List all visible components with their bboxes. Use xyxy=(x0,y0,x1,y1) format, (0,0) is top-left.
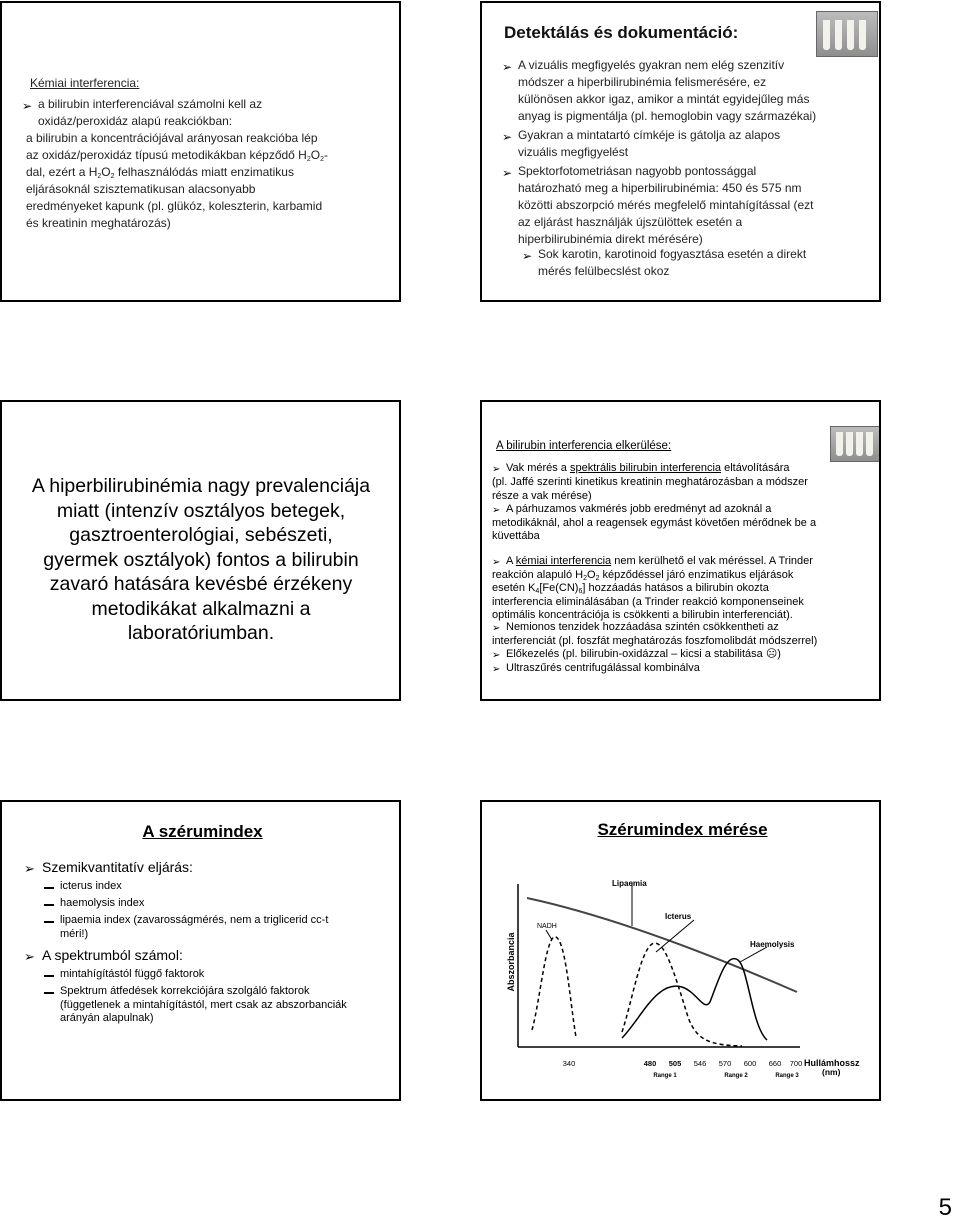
bullet-text: A párhuzamos vakmérés jobb eredményt ad azoknál a xyxy=(506,503,772,515)
bullet-text: Spektorfotometriásan nagyobb pontossággal határozható meg a hiperbilirubinémia: 450 és 575 nm közötti abszorpció mérés megfelelő mintahígítással (ezt az eljárást használják újszülöttek esetén a hiperbilirubinémia direkt mérésére) xyxy=(518,164,814,246)
arrow-bullet-icon: ➢ xyxy=(492,623,501,634)
range-label: Range 1 xyxy=(653,1073,677,1079)
dash-bullet xyxy=(44,904,54,906)
slide-title: Szérumindex mérése xyxy=(597,820,768,839)
slide-serum-index xyxy=(0,800,401,1101)
bullet-text: A vizuális megfigyelés gyakran nem elég szenzitív módszer a hiperbilirubinémia felismerésére, ez különösen akkor igaz, amikor a mintát egyidejűleg más anyag is pigmentálja (pl. hemoglobin vagy származékai) xyxy=(518,58,817,123)
dash-bullet xyxy=(44,921,54,923)
x-axis-label: Hullámhossz xyxy=(804,1058,860,1068)
text-line: az oxidáz/peroxidáz típusú metodikákban képződő $H_2O_2-$ xyxy=(26,148,328,163)
bullet-text: metodikáknál, ahol a reagensek egymást követően mérődnek be a küvettába xyxy=(492,516,817,542)
bullet-text: (pl. Jaffé szerinti kinetikus kreatinin meghatározásban a módszer része a vak mérése) xyxy=(492,476,808,502)
nadh-curve xyxy=(532,937,576,1037)
test-tubes-photo xyxy=(816,11,878,57)
bullet-text: Szemikvantitatív eljárás: xyxy=(42,859,193,875)
bullet-text: Nemionos tenzidek hozzáadása szintén csökkentheti az xyxy=(506,621,779,633)
arrow-bullet-icon: ➢ xyxy=(502,166,513,180)
arrow-bullet-icon: ➢ xyxy=(492,464,501,475)
arrow-bullet-icon: ➢ xyxy=(492,664,501,675)
arrow-bullet-icon: ➢ xyxy=(522,249,533,263)
sub-bullet-text: icterus index xyxy=(60,880,122,892)
slide-title: A szérumindex xyxy=(142,822,263,841)
icterus-curve xyxy=(622,943,742,1046)
x-tick-label: 700 xyxy=(789,1059,803,1068)
sub-bullet-text: haemolysis index xyxy=(60,897,145,909)
text-line: és kreatinin meghatározás) xyxy=(26,216,171,230)
test-tubes-photo xyxy=(830,426,881,462)
slide-title: Kémiai interferencia: xyxy=(30,76,140,90)
arrow-bullet-icon: ➢ xyxy=(492,650,501,661)
bullet-text: interferenciát (pl. foszfát meghatározás foszfomolibdát módszerrel) xyxy=(492,634,818,647)
sub-bullet-text: mintahígítástól függő faktorok xyxy=(60,968,205,980)
arrow-bullet-icon: ➢ xyxy=(22,99,33,113)
bullet-text: Vak mérés a spektrális bilirubin interferencia eltávolítására xyxy=(506,462,790,474)
range-labels xyxy=(653,1073,799,1079)
dash-bullet xyxy=(44,975,54,977)
sub-bullet-text: Spektrum átfedések korrekciójára szolgáló faktorok (függetlenek a mintahígítástól, mert csak az abszorbanciák arányán alapulnak) xyxy=(60,985,347,1024)
paragraph xyxy=(26,130,328,232)
x-tick-label: 480 xyxy=(643,1059,657,1068)
bullet-text: Sok karotin, karotinoid fogyasztása esetén a direkt mérés felülbecslést okoz xyxy=(538,247,807,278)
arrow-bullet-icon: ➢ xyxy=(492,505,501,516)
text-line: a bilirubin interferenciával számolni kell az xyxy=(38,97,263,111)
absorbance-chart xyxy=(482,802,879,1099)
y-axis-label: Abszorbancia xyxy=(506,932,516,992)
x-tick-label: 546 xyxy=(693,1059,707,1068)
bullet-text: Gyakran a mintatartó címkéje is gátolja az alapos vizuális megfigyelést xyxy=(518,128,781,159)
haemolysis-pointer xyxy=(740,947,767,962)
text-line: dal, ezért a $H_2O_2$ felhasználódás miatt enzimatikus xyxy=(26,165,294,180)
slide-avoiding-interference xyxy=(480,400,881,701)
dash-bullet xyxy=(44,992,54,994)
slide-chemical-interference xyxy=(0,1,401,302)
haemolysis-label: Haemolysis xyxy=(750,940,795,949)
x-axis-unit: (nm) xyxy=(822,1067,841,1077)
slide-heading: A bilirubin interferencia elkerülése: xyxy=(496,440,672,452)
nadh-label: NADH xyxy=(537,923,557,930)
bullet-text: Ultraszűrés centrifugálással kombinálva xyxy=(506,662,700,674)
bullet-text: A kémiai interferencia nem kerülhető el vak méréssel. A Trinder xyxy=(506,555,813,567)
arrow-bullet-icon: ➢ xyxy=(502,130,513,144)
arrow-bullet-icon: ➢ xyxy=(24,861,35,876)
text-line: a bilirubin a koncentrációjával arányosan reakcióba lép xyxy=(26,131,318,145)
slide-prevalence xyxy=(0,400,401,701)
text-line: oxidáz/peroxidáz alapú reakciókban: xyxy=(38,114,233,128)
page-number: 5 xyxy=(938,1194,952,1221)
lipaemia-label: Lipaemia xyxy=(612,879,647,888)
arrow-bullet-icon: ➢ xyxy=(492,557,501,568)
icterus-label: Icterus xyxy=(665,912,692,921)
x-tick-label: 660 xyxy=(768,1059,782,1068)
nadh-pointer xyxy=(546,930,552,940)
bullet-text: Előkezelés (pl. bilirubin-oxidázzal – kicsi a stabilitása ☹) xyxy=(506,648,781,660)
bullet-text: A spektrumból számol: xyxy=(42,947,183,963)
bullet-text: reakción alapuló $H_2O_2$ képződéssel járó enzimatikus eljárások esetén $K_4[Fe(CN)_6]$ hozzáadás hatásos a bilirubin okozta interferencia eliminálásában (a Trinder reakció komponenseinek optimális koncentrációja is csökkenti a bilirubin interferenciát). xyxy=(492,568,804,621)
x-tick-label: 600 xyxy=(743,1059,757,1068)
x-tick-label: 505 xyxy=(668,1059,682,1068)
x-tick-label: 340 xyxy=(562,1059,576,1068)
x-tick-labels xyxy=(563,1059,803,1068)
slide-heading: Detektálás és dokumentáció: xyxy=(504,23,739,42)
slide-detection xyxy=(480,1,881,302)
x-tick-label: 570 xyxy=(718,1059,732,1068)
arrow-bullet-icon: ➢ xyxy=(502,60,513,74)
arrow-bullet-icon: ➢ xyxy=(24,949,35,964)
text-line: eljárásoknál szisztematikusan alacsonyabb xyxy=(26,182,256,196)
bullet-text xyxy=(38,96,262,130)
statement-text: A hiperbilirubinémia nagy prevalenciája miatt (intenzív osztályos betegek, gasztroenterológiai, sebészeti, gyermek osztályok) fontos a bilirubin zavaró hatására kevésbé érzékeny metodikákat alkalmazni a laboratóriumban. xyxy=(31,475,371,644)
slide-serum-index-measurement xyxy=(480,800,881,1101)
range-label: Range 2 xyxy=(724,1073,748,1079)
text-line: eredményeket kapunk (pl. glükóz, koleszterin, karbamid xyxy=(26,199,323,213)
range-label: Range 3 xyxy=(775,1073,799,1079)
dash-bullet xyxy=(44,887,54,889)
sub-bullet-text: lipaemia index (zavarosságmérés, nem a triglicerid cc-t méri!) xyxy=(60,914,329,940)
